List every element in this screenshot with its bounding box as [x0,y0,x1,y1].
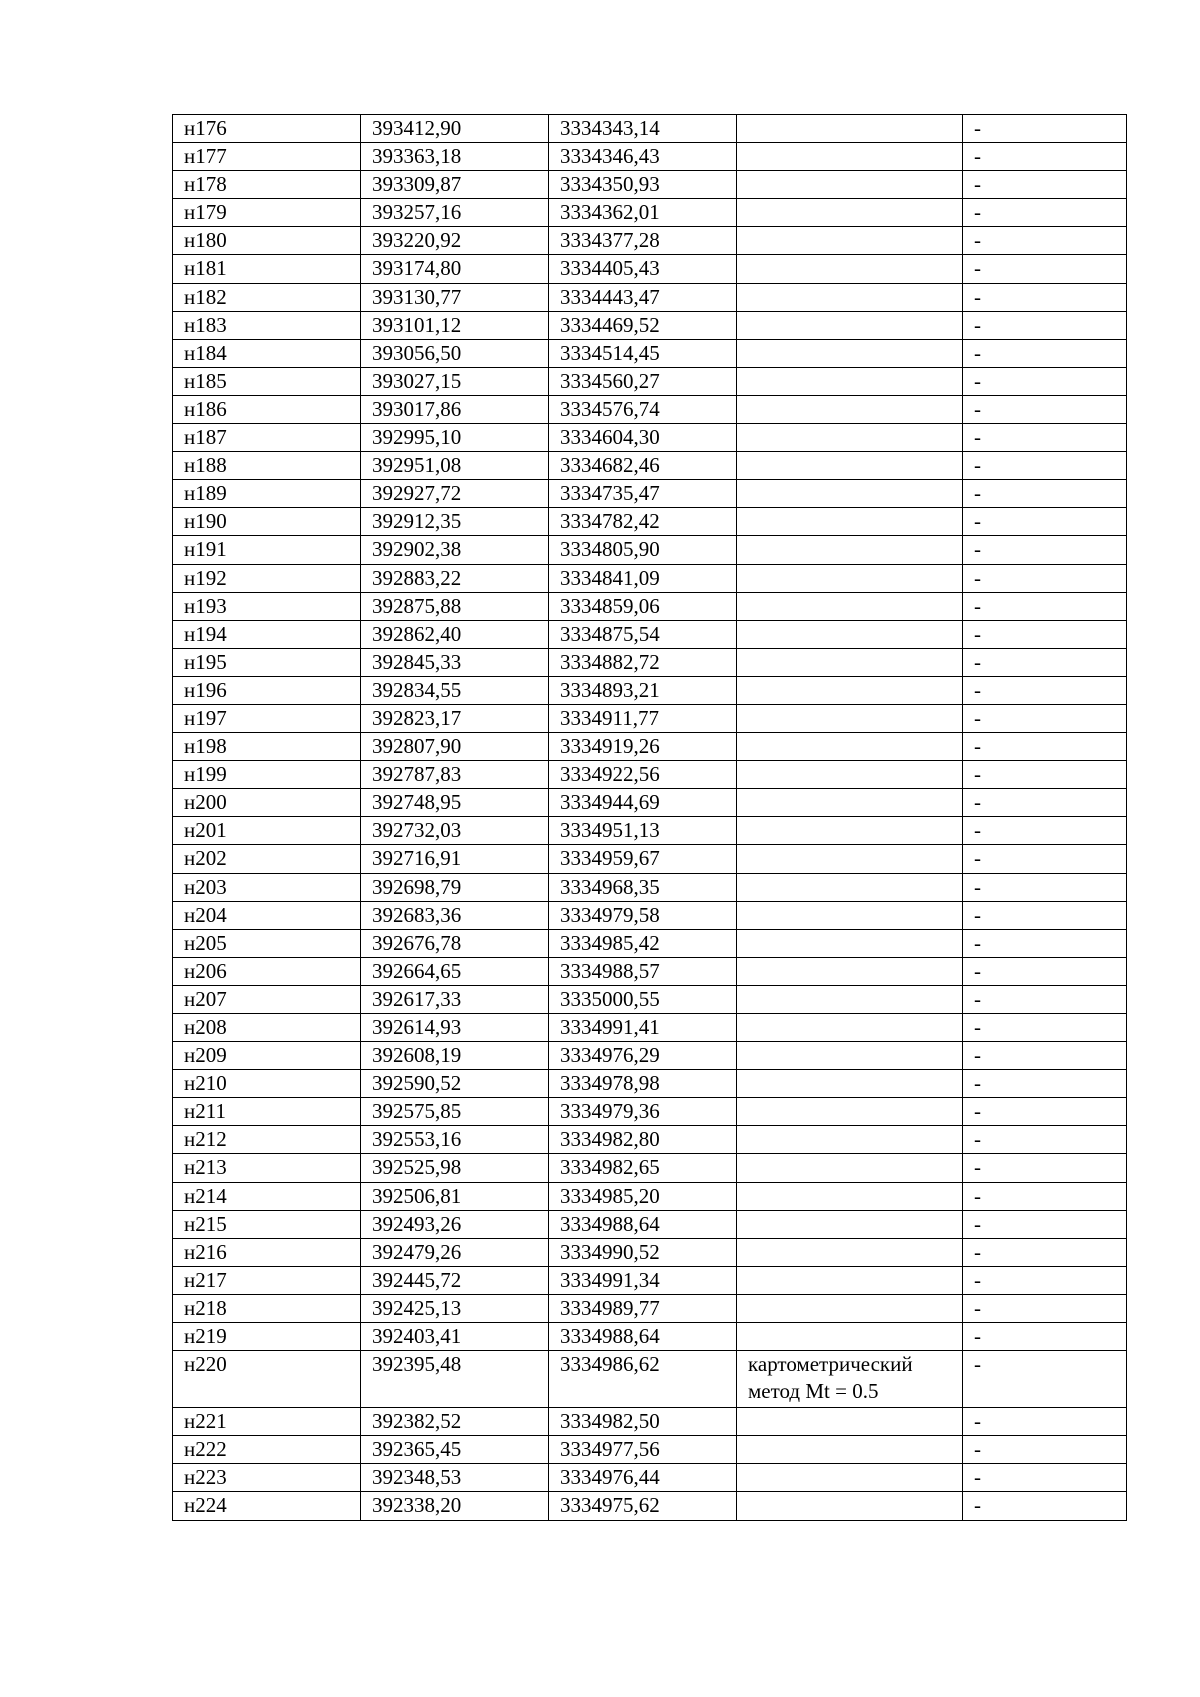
point-id-cell: н204 [173,901,361,929]
point-id-cell: н213 [173,1154,361,1182]
x-coordinate-cell: 392927,72 [361,480,549,508]
x-coordinate-cell: 392875,88 [361,592,549,620]
method-cell [737,395,963,423]
method-cell [737,199,963,227]
table-row [173,452,1127,480]
table-row [173,480,1127,508]
note-cell: - [963,1238,1127,1266]
point-id-cell: н191 [173,536,361,564]
y-coordinate-cell: 3334346,43 [549,143,737,171]
note-cell: - [963,536,1127,564]
table-row [173,1492,1127,1520]
x-coordinate-cell: 393056,50 [361,339,549,367]
note-cell: - [963,367,1127,395]
x-coordinate-cell: 392995,10 [361,424,549,452]
note-cell: - [963,508,1127,536]
table-row [173,761,1127,789]
method-cell [737,1154,963,1182]
y-coordinate-cell: 3334841,09 [549,564,737,592]
y-coordinate-cell: 3334975,62 [549,1492,737,1520]
table-row [173,648,1127,676]
y-coordinate-cell: 3334991,34 [549,1266,737,1294]
table-row [173,1014,1127,1042]
point-id-cell: н178 [173,171,361,199]
note-cell: - [963,1210,1127,1238]
y-coordinate-cell: 3334977,56 [549,1436,737,1464]
y-coordinate-cell: 3334944,69 [549,789,737,817]
point-id-cell: н217 [173,1266,361,1294]
point-id-cell: н182 [173,283,361,311]
table-row [173,789,1127,817]
point-id-cell: н180 [173,227,361,255]
y-coordinate-cell: 3334350,93 [549,171,737,199]
note-cell: - [963,143,1127,171]
y-coordinate-cell: 3334985,42 [549,929,737,957]
x-coordinate-cell: 393101,12 [361,311,549,339]
method-cell [737,227,963,255]
point-id-cell: н224 [173,1492,361,1520]
note-cell: - [963,424,1127,452]
table-row [173,1154,1127,1182]
point-id-cell: н215 [173,1210,361,1238]
x-coordinate-cell: 393309,87 [361,171,549,199]
y-coordinate-cell: 3334576,74 [549,395,737,423]
method-cell [737,761,963,789]
table-row [173,1098,1127,1126]
note-cell: - [963,789,1127,817]
table-row [173,1070,1127,1098]
y-coordinate-cell: 3334911,77 [549,704,737,732]
table-row [173,227,1127,255]
x-coordinate-cell: 392614,93 [361,1014,549,1042]
note-cell: - [963,255,1127,283]
y-coordinate-cell: 3334976,44 [549,1464,737,1492]
table-row [173,1126,1127,1154]
point-id-cell: н214 [173,1182,361,1210]
method-cell [737,648,963,676]
point-id-cell: н196 [173,676,361,704]
x-coordinate-cell: 392479,26 [361,1238,549,1266]
method-cell [737,1210,963,1238]
table-row [173,873,1127,901]
x-coordinate-cell: 392608,19 [361,1042,549,1070]
point-id-cell: н222 [173,1436,361,1464]
note-cell: - [963,480,1127,508]
table-row [173,564,1127,592]
note-cell: - [963,1098,1127,1126]
point-id-cell: н193 [173,592,361,620]
table-row [173,143,1127,171]
x-coordinate-cell: 392823,17 [361,704,549,732]
note-cell: - [963,1436,1127,1464]
table-row [173,957,1127,985]
method-cell [737,676,963,704]
y-coordinate-cell: 3335000,55 [549,985,737,1013]
y-coordinate-cell: 3334986,62 [549,1351,737,1408]
y-coordinate-cell: 3334982,80 [549,1126,737,1154]
x-coordinate-cell: 392445,72 [361,1266,549,1294]
note-cell: - [963,1070,1127,1098]
table-row [173,1464,1127,1492]
table-row [173,311,1127,339]
y-coordinate-cell: 3334875,54 [549,620,737,648]
y-coordinate-cell: 3334560,27 [549,367,737,395]
method-cell [737,901,963,929]
x-coordinate-cell: 392403,41 [361,1323,549,1351]
y-coordinate-cell: 3334362,01 [549,199,737,227]
y-coordinate-cell: 3334919,26 [549,733,737,761]
x-coordinate-cell: 392683,36 [361,901,549,929]
y-coordinate-cell: 3334988,64 [549,1323,737,1351]
table-row [173,929,1127,957]
y-coordinate-cell: 3334982,65 [549,1154,737,1182]
y-coordinate-cell: 3334782,42 [549,508,737,536]
x-coordinate-cell: 392553,16 [361,1126,549,1154]
method-cell [737,1323,963,1351]
note-cell: - [963,704,1127,732]
point-id-cell: н205 [173,929,361,957]
point-id-cell: н219 [173,1323,361,1351]
note-cell: - [963,1351,1127,1408]
table-row [173,115,1127,143]
method-cell [737,985,963,1013]
method-cell [737,592,963,620]
method-cell [737,1182,963,1210]
x-coordinate-cell: 392365,45 [361,1436,549,1464]
x-coordinate-cell: 393220,92 [361,227,549,255]
note-cell: - [963,1042,1127,1070]
y-coordinate-cell: 3334514,45 [549,339,737,367]
point-id-cell: н200 [173,789,361,817]
note-cell: - [963,957,1127,985]
method-cell [737,508,963,536]
point-id-cell: н210 [173,1070,361,1098]
method-cell [737,1042,963,1070]
y-coordinate-cell: 3334805,90 [549,536,737,564]
y-coordinate-cell: 3334959,67 [549,845,737,873]
x-coordinate-cell: 393027,15 [361,367,549,395]
method-cell [737,1238,963,1266]
y-coordinate-cell: 3334922,56 [549,761,737,789]
note-cell: - [963,873,1127,901]
point-id-cell: н188 [173,452,361,480]
method-cell [737,1408,963,1436]
note-cell: - [963,171,1127,199]
method-cell [737,536,963,564]
table-row [173,508,1127,536]
method-cell [737,424,963,452]
note-cell: - [963,1464,1127,1492]
x-coordinate-cell: 393257,16 [361,199,549,227]
table-row [173,536,1127,564]
method-cell [737,480,963,508]
method-cell [737,1070,963,1098]
x-coordinate-cell: 393017,86 [361,395,549,423]
x-coordinate-cell: 392716,91 [361,845,549,873]
note-cell: - [963,1492,1127,1520]
table-row [173,424,1127,452]
method-cell [737,1492,963,1520]
point-id-cell: н220 [173,1351,361,1408]
note-cell: - [963,1014,1127,1042]
method-cell [737,171,963,199]
point-id-cell: н201 [173,817,361,845]
point-id-cell: н177 [173,143,361,171]
method-cell [737,255,963,283]
point-id-cell: н187 [173,424,361,452]
x-coordinate-cell: 392951,08 [361,452,549,480]
table-row [173,985,1127,1013]
x-coordinate-cell: 392395,48 [361,1351,549,1408]
method-cell [737,1266,963,1294]
coordinates-table-body [173,115,1127,1521]
point-id-cell: н198 [173,733,361,761]
note-cell: - [963,985,1127,1013]
point-id-cell: н203 [173,873,361,901]
y-coordinate-cell: 3334859,06 [549,592,737,620]
point-id-cell: н192 [173,564,361,592]
method-cell [737,283,963,311]
x-coordinate-cell: 392575,85 [361,1098,549,1126]
x-coordinate-cell: 392617,33 [361,985,549,1013]
y-coordinate-cell: 3334951,13 [549,817,737,845]
x-coordinate-cell: 392493,26 [361,1210,549,1238]
point-id-cell: н185 [173,367,361,395]
point-id-cell: н181 [173,255,361,283]
note-cell: - [963,592,1127,620]
point-id-cell: н194 [173,620,361,648]
x-coordinate-cell: 392676,78 [361,929,549,957]
method-cell [737,1126,963,1154]
point-id-cell: н176 [173,115,361,143]
x-coordinate-cell: 392902,38 [361,536,549,564]
coordinates-table [172,114,1127,1521]
note-cell: - [963,283,1127,311]
method-cell [737,1014,963,1042]
method-cell [737,311,963,339]
point-id-cell: н184 [173,339,361,367]
x-coordinate-cell: 393130,77 [361,283,549,311]
x-coordinate-cell: 392664,65 [361,957,549,985]
method-cell [737,929,963,957]
y-coordinate-cell: 3334982,50 [549,1408,737,1436]
method-cell [737,873,963,901]
y-coordinate-cell: 3334443,47 [549,283,737,311]
y-coordinate-cell: 3334343,14 [549,115,737,143]
point-id-cell: н183 [173,311,361,339]
x-coordinate-cell: 392732,03 [361,817,549,845]
table-row [173,1182,1127,1210]
note-cell: - [963,115,1127,143]
table-row [173,733,1127,761]
point-id-cell: н216 [173,1238,361,1266]
note-cell: - [963,339,1127,367]
table-row [173,1408,1127,1436]
method-cell [737,1098,963,1126]
x-coordinate-cell: 392382,52 [361,1408,549,1436]
method-cell [737,452,963,480]
x-coordinate-cell: 392748,95 [361,789,549,817]
table-row [173,1042,1127,1070]
method-cell [737,1436,963,1464]
y-coordinate-cell: 3334882,72 [549,648,737,676]
table-row [173,255,1127,283]
x-coordinate-cell: 392698,79 [361,873,549,901]
note-cell: - [963,901,1127,929]
table-row [173,592,1127,620]
x-coordinate-cell: 392590,52 [361,1070,549,1098]
x-coordinate-cell: 392338,20 [361,1492,549,1520]
method-cell [737,115,963,143]
note-cell: - [963,1294,1127,1322]
table-row [173,171,1127,199]
point-id-cell: н195 [173,648,361,676]
table-row [173,1210,1127,1238]
table-row [173,199,1127,227]
point-id-cell: н199 [173,761,361,789]
table-row [173,845,1127,873]
method-cell [737,817,963,845]
x-coordinate-cell: 392912,35 [361,508,549,536]
note-cell: - [963,676,1127,704]
note-cell: - [963,620,1127,648]
y-coordinate-cell: 3334968,35 [549,873,737,901]
y-coordinate-cell: 3334405,43 [549,255,737,283]
x-coordinate-cell: 393174,80 [361,255,549,283]
point-id-cell: н186 [173,395,361,423]
point-id-cell: н190 [173,508,361,536]
note-cell: - [963,311,1127,339]
y-coordinate-cell: 3334991,41 [549,1014,737,1042]
x-coordinate-cell: 392862,40 [361,620,549,648]
point-id-cell: н179 [173,199,361,227]
method-cell [737,1294,963,1322]
note-cell: - [963,564,1127,592]
x-coordinate-cell: 392348,53 [361,1464,549,1492]
method-cell [737,367,963,395]
method-cell [737,733,963,761]
note-cell: - [963,845,1127,873]
table-row [173,283,1127,311]
point-id-cell: н221 [173,1408,361,1436]
table-row [173,1294,1127,1322]
note-cell: - [963,199,1127,227]
table-row [173,1436,1127,1464]
point-id-cell: н189 [173,480,361,508]
point-id-cell: н207 [173,985,361,1013]
method-cell [737,957,963,985]
table-row [173,339,1127,367]
note-cell: - [963,452,1127,480]
method-cell: картометрический метод Mt = 0.5 [737,1351,963,1408]
method-cell [737,564,963,592]
x-coordinate-cell: 392883,22 [361,564,549,592]
y-coordinate-cell: 3334893,21 [549,676,737,704]
method-cell [737,1464,963,1492]
note-cell: - [963,227,1127,255]
y-coordinate-cell: 3334988,57 [549,957,737,985]
method-cell [737,339,963,367]
note-cell: - [963,1323,1127,1351]
y-coordinate-cell: 3334976,29 [549,1042,737,1070]
y-coordinate-cell: 3334469,52 [549,311,737,339]
point-id-cell: н197 [173,704,361,732]
x-coordinate-cell: 393363,18 [361,143,549,171]
point-id-cell: н223 [173,1464,361,1492]
x-coordinate-cell: 392506,81 [361,1182,549,1210]
y-coordinate-cell: 3334989,77 [549,1294,737,1322]
x-coordinate-cell: 392787,83 [361,761,549,789]
y-coordinate-cell: 3334985,20 [549,1182,737,1210]
x-coordinate-cell: 393412,90 [361,115,549,143]
method-cell [737,704,963,732]
method-cell [737,143,963,171]
table-row [173,1238,1127,1266]
y-coordinate-cell: 3334978,98 [549,1070,737,1098]
y-coordinate-cell: 3334990,52 [549,1238,737,1266]
y-coordinate-cell: 3334682,46 [549,452,737,480]
x-coordinate-cell: 392834,55 [361,676,549,704]
y-coordinate-cell: 3334979,36 [549,1098,737,1126]
note-cell: - [963,1408,1127,1436]
point-id-cell: н209 [173,1042,361,1070]
y-coordinate-cell: 3334604,30 [549,424,737,452]
point-id-cell: н211 [173,1098,361,1126]
point-id-cell: н202 [173,845,361,873]
x-coordinate-cell: 392845,33 [361,648,549,676]
table-row [173,1323,1127,1351]
note-cell: - [963,1126,1127,1154]
x-coordinate-cell: 392525,98 [361,1154,549,1182]
note-cell: - [963,1154,1127,1182]
table-row [173,620,1127,648]
table-row [173,367,1127,395]
y-coordinate-cell: 3334988,64 [549,1210,737,1238]
point-id-cell: н208 [173,1014,361,1042]
table-row [173,1266,1127,1294]
y-coordinate-cell: 3334979,58 [549,901,737,929]
method-cell [737,845,963,873]
note-cell: - [963,733,1127,761]
note-cell: - [963,395,1127,423]
table-row [173,817,1127,845]
table-row [173,676,1127,704]
x-coordinate-cell: 392425,13 [361,1294,549,1322]
point-id-cell: н218 [173,1294,361,1322]
note-cell: - [963,1266,1127,1294]
method-cell [737,789,963,817]
note-cell: - [963,1182,1127,1210]
note-cell: - [963,648,1127,676]
point-id-cell: н212 [173,1126,361,1154]
table-row [173,901,1127,929]
note-cell: - [963,929,1127,957]
x-coordinate-cell: 392807,90 [361,733,549,761]
point-id-cell: н206 [173,957,361,985]
method-cell [737,620,963,648]
table-row [173,704,1127,732]
y-coordinate-cell: 3334735,47 [549,480,737,508]
y-coordinate-cell: 3334377,28 [549,227,737,255]
note-cell: - [963,761,1127,789]
table-row [173,1351,1127,1408]
note-cell: - [963,817,1127,845]
table-row [173,395,1127,423]
